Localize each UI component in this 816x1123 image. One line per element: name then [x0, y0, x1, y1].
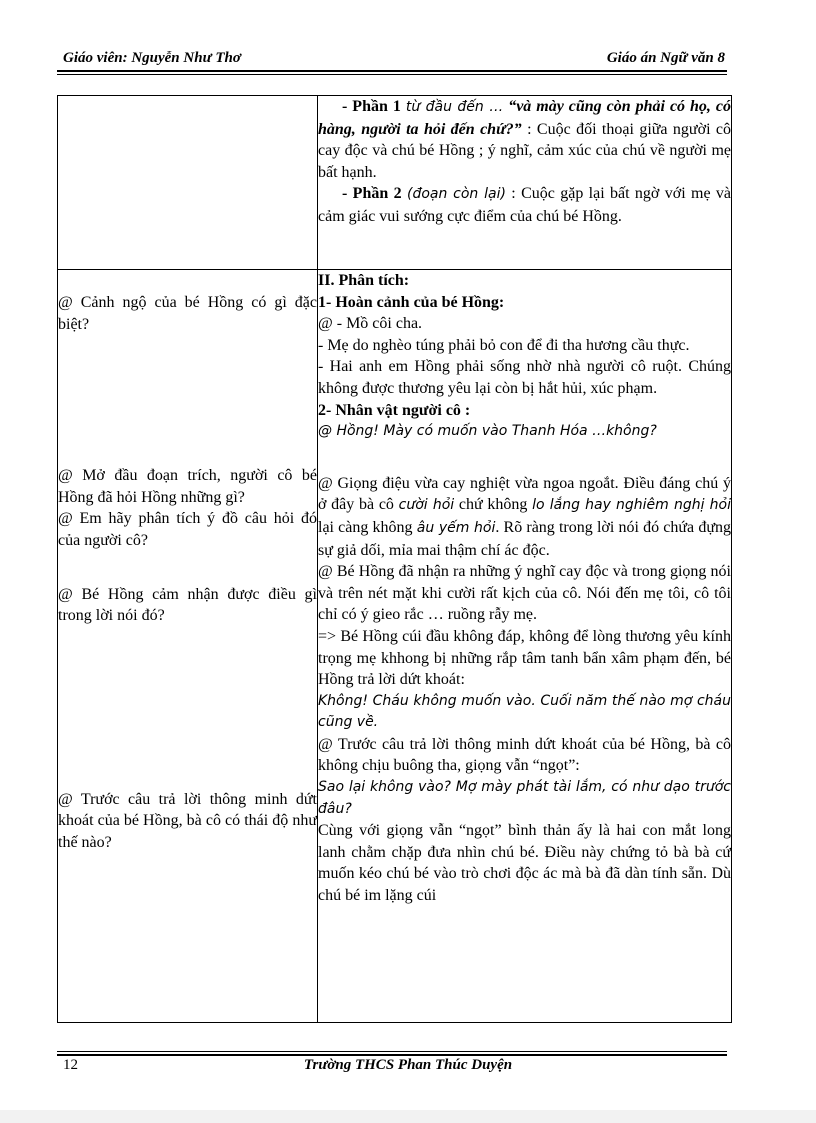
teacher-name: Giáo viên: Nguyễn Như Thơ	[63, 50, 241, 66]
part2-label: - Phần 2	[342, 185, 402, 203]
answer-4: @ Bé Hồng đã nhận ra những ý nghĩ cay độc và trong giọng nói và trên nét mặt khi cười rất kịch của cô. Nói đến mẹ tôi, cô tôi chỉ có ý gieo rắc … ruồng rẫy mẹ.	[318, 563, 731, 624]
question-4: @ Bé Hồng cảm nhận được điều gì trong lời nói đó?	[58, 585, 317, 625]
question-2: @ Mở đầu đoạn trích, người cô bé Hồng đã hỏi Hồng những gì?	[58, 467, 317, 506]
table-row	[58, 96, 732, 270]
answer-cell	[318, 96, 732, 270]
answer-2-quote: @ Hồng! Mày có muốn vào Thanh Hóa …không?	[318, 423, 657, 440]
answer-3	[318, 473, 731, 561]
part1-range: từ đầu đến …	[405, 99, 504, 115]
question-3: @ Em hãy phân tích ý đồ câu hỏi đó của người cô?	[58, 510, 317, 549]
footer-rule-thin	[57, 1051, 727, 1052]
part2-rest: : Cuộc gặp lại bất ngờ với mẹ và cảm giác vui sướng cực điểm của chú bé Hồng.	[318, 185, 732, 225]
question-5: @ Trước câu trả lời thông minh dứt khoát của bé Hồng, bà cô có thái độ như thế nào?	[58, 790, 317, 851]
answer-3-text: @ Giọng điệu vừa cay nghiệt vừa ngoa ngoắt. Điều đáng chú ý ở đây bà cô	[318, 474, 731, 514]
answer-3-emph: lo lắng hay nghiêm nghị hỏi	[532, 497, 731, 514]
table-row	[58, 270, 732, 1023]
page-header	[57, 48, 727, 70]
answer-cell	[318, 270, 732, 1023]
answer-1-line-3: - Hai anh em Hồng phải sống nhờ nhà người cô ruột. Chúng không được thương yêu lại còn bị hắt hủi, xúc phạm.	[318, 358, 731, 397]
part2-range: (đoạn còn lại)	[406, 186, 506, 203]
answer-3-text: . Rõ ràng trong lời nói đó chứa đựng sự giả dối, mỉa mai thậm chí ác độc.	[318, 518, 732, 559]
page-bottom-strip	[0, 1110, 816, 1123]
school-name: Trường THCS Phan Thúc Duyện	[303, 1057, 513, 1073]
page-number: 12	[63, 1057, 78, 1073]
answer-6: @ Trước câu trả lời thông minh dứt khoát của bé Hồng, bà cô không chịu buông tha, giọng vẫn “ngọt”:	[318, 735, 731, 775]
part1-label: - Phần 1	[342, 98, 401, 115]
answer-5-quote: Không! Cháu không muốn vào. Cuối năm thế nào mợ cháu cũng về.	[318, 692, 731, 731]
part1-quote: “và mày cũng còn phải có họ, có hàng, người ta hỏi đến chứ?”	[318, 98, 732, 138]
answer-3-emph: cười hỏi	[398, 497, 455, 514]
answer-1-line-1: @ - Mồ côi cha.	[318, 315, 423, 333]
question-cell	[58, 270, 318, 1023]
answer-3-text: chứ không	[458, 496, 528, 514]
answer-3-text: lại càng không	[318, 518, 413, 536]
question-1: @ Cảnh ngộ của bé Hồng có gì đặc biệt?	[58, 294, 317, 333]
answer-7: Cùng với giọng vẫn “ngọt” bình thản ấy là hai con mắt long lanh chằm chặp đưa nhìn chú bé. Điều này chứng tỏ bà bà cứ muốn kéo chú bé vào trò chơi độc ác mà bà đã dàn tính sẵn. Dù chú bé im lặng cúi	[318, 822, 731, 905]
footer-rule	[57, 1054, 727, 1056]
subsection-1-title: 1- Hoàn cảnh của bé Hồng:	[318, 293, 505, 311]
header-rule-thin	[57, 74, 727, 75]
section-title: II. Phân tích:	[318, 272, 410, 289]
subject-title: Giáo án Ngữ văn 8	[606, 50, 725, 66]
question-cell	[58, 96, 318, 270]
answer-6-quote: Sao lại không vào? Mợ mày phát tài lắm, có như dạo trước đâu?	[318, 779, 731, 817]
part1-rest: : Cuộc đối thoại giữa người cô cay độc và chú bé Hồng ; ý nghĩ, cảm xúc của chú về người mẹ bất hạnh.	[318, 120, 732, 181]
answer-3-emph: âu yếm hỏi	[416, 519, 496, 536]
subsection-2-title: 2- Nhân vật người cô :	[318, 401, 471, 419]
header-rule	[57, 70, 727, 72]
answer-5: => Bé Hồng cúi đầu không đáp, không để lòng thương yêu kính trọng mẹ khhong bị những rắp tâm tanh bẩn xâm phạm đến, bé Hồng trả lời dứt khoát:	[318, 627, 731, 689]
lesson-table	[57, 95, 732, 1023]
answer-1-line-2: - Mẹ do nghèo túng phải bỏ con để đi tha hương cầu thực.	[318, 336, 690, 354]
